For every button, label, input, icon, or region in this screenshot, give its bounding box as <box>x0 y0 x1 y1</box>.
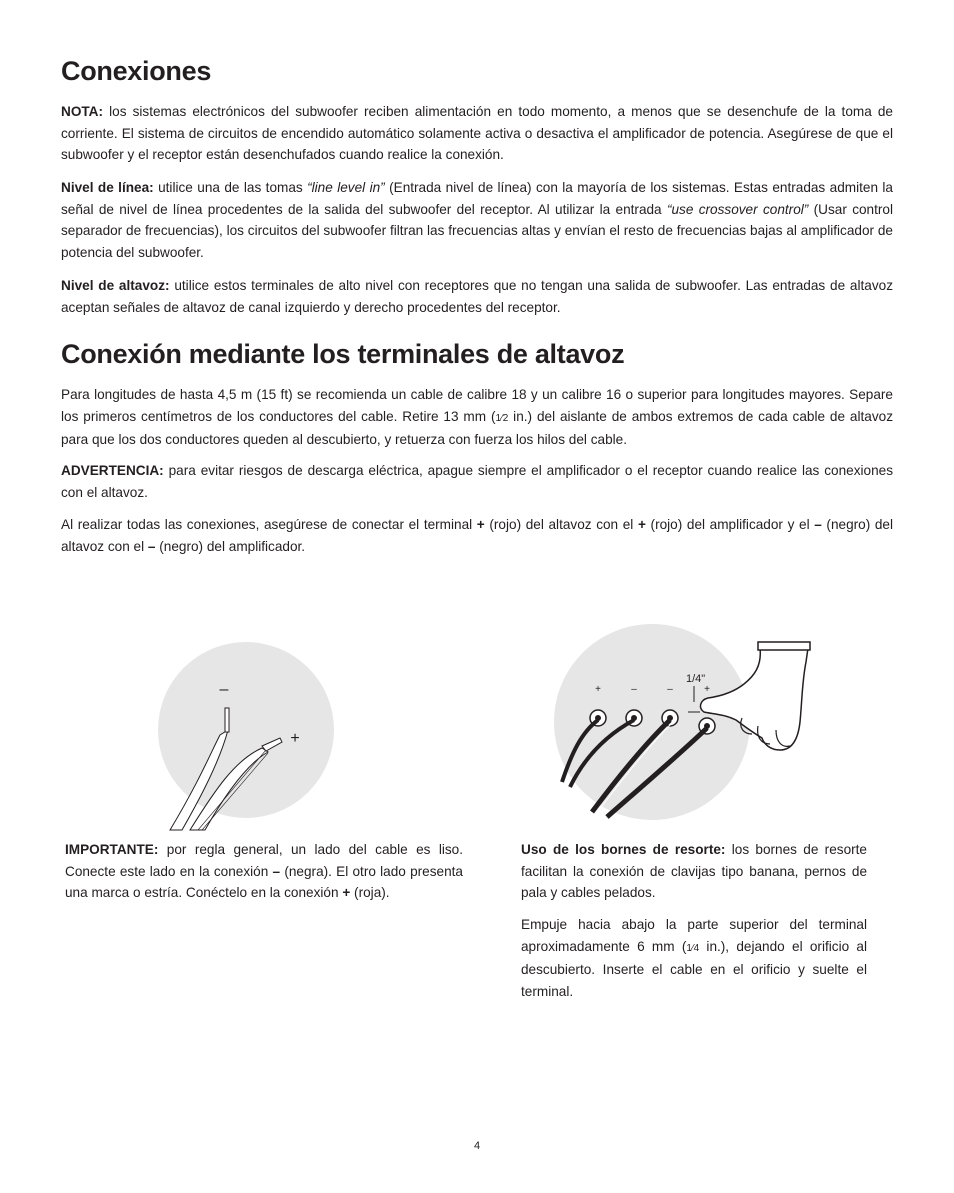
important-label: IMPORTANTE: <box>65 842 159 857</box>
push-paragraph <box>521 914 867 1002</box>
polarity-paragraph <box>61 514 893 557</box>
note-text: los sistemas electrónicos del subwoofer reciben alimentación en todo momento, a menos que se desenchufe de la toma de corriente. El sistema de circuitos de encendido automático solamente activa o desactiva el amplificador de potencia. Asegúrese de que el subwoofer y el receptor están desenchufados cuando realice la conexión. <box>61 104 893 163</box>
polarity-text-5: (negro) del amplificador. <box>155 538 306 554</box>
important-text-2: (negra). El otro lado presenta una marca o estría. Conéctelo en la conexión <box>65 863 463 901</box>
terminal-label: – <box>667 684 673 695</box>
conductor-minus <box>225 708 229 732</box>
warning-label: ADVERTENCIA: <box>61 463 164 478</box>
heading-terminales: Conexión mediante los terminales de altavoz <box>61 339 625 369</box>
speaker-level-paragraph <box>61 275 893 318</box>
important-text-3: (roja). <box>350 885 390 901</box>
terminal-label: – <box>631 684 637 695</box>
plus-symbol: + <box>342 885 351 901</box>
fraction-half: 1⁄2 <box>495 412 509 424</box>
intro-text-1: Para longitudes de hasta 4,5 m (15 ft) se recomienda un cable de calibre 18 y un calibre 16 o superior para longitudes mayores. Separe los primeros centímetros de los conductores del cable. Retire 13 mm ( <box>61 387 893 424</box>
wire-illustration <box>150 640 350 835</box>
minus-symbol: – <box>147 538 156 554</box>
wire-minus-label: – <box>219 681 229 698</box>
line-text-1: utilice una de las tomas <box>153 180 308 195</box>
important-paragraph <box>65 839 463 904</box>
plus-symbol: + <box>476 517 485 532</box>
line-italic-1: “line level in” <box>307 180 385 195</box>
fraction-quarter: 1⁄4 <box>686 942 700 954</box>
note-label: NOTA: <box>61 104 104 119</box>
line-text-3: (Usar control separador de frecuencias), los circuitos del subwoofer filtran las frecuencias altas y envían el resto de frecuencias bajas al amplificador de potencia del subwoofer. <box>61 201 893 260</box>
page-number: 4 <box>473 1140 481 1152</box>
spring-label: Uso de los bornes de resorte: <box>521 842 726 857</box>
polarity-text-3: (rojo) del amplificador y el <box>645 517 815 532</box>
wire-plus-label: + <box>290 730 300 747</box>
figure-background <box>158 642 334 818</box>
important-text-1: por regla general, un lado del cable es liso. Conecte este lado en la conexión <box>65 842 463 879</box>
plus-symbol: + <box>637 517 646 532</box>
spring-paragraph <box>521 839 867 904</box>
line-level-paragraph <box>61 177 893 263</box>
note-paragraph <box>61 101 893 166</box>
line-text-2: (Entrada nivel de línea) con la mayoría de los sistemas. Estas entradas admiten la señal de nivel de línea procedentes de la salida del subwoofer del receptor. Al utilizar la entrada <box>61 180 893 217</box>
figure-background <box>554 624 750 820</box>
polarity-text-1: Al realizar todas las conexiones, asegúrese de conectar el terminal <box>61 517 477 532</box>
line-italic-2: “use crossover control” <box>666 201 809 217</box>
polarity-text-4: (negro) del altavoz con el <box>61 517 894 554</box>
sleeve-cuff <box>758 642 810 650</box>
minus-symbol: – <box>814 517 822 532</box>
warning-paragraph <box>61 460 893 503</box>
terminal-label: + <box>704 684 710 695</box>
speaker-level-label: Nivel de altavoz: <box>61 278 170 293</box>
warning-text: para evitar riesgos de descarga eléctrica, apague siempre el amplificador o el receptor cuando realice las conexiones con el altavoz. <box>61 463 893 500</box>
measure-label: 1/4" <box>686 673 706 685</box>
spring-text: los bornes de resorte facilitan la conexión de clavijas tipo banana, pernos de pala y cables pelados. <box>521 842 867 901</box>
line-level-label: Nivel de línea: <box>61 180 154 195</box>
spring-terminal-illustration <box>552 622 812 824</box>
intro-text-2: in.) del aislante de ambos extremos de cada cable de altavoz para que los dos conductores queden al descubierto, y retuerza con fuerza los hilos del cable. <box>61 408 893 448</box>
push-text-1: Empuje hacia abajo la parte superior del terminal aproximadamente 6 mm ( <box>521 917 867 954</box>
push-text-2: in.), dejando el orificio al descubierto. Inserte el cable en el orificio y suelte el terminal. <box>521 938 867 999</box>
terminal-label: + <box>595 684 601 695</box>
speaker-level-text: utilice estos terminales de alto nivel con receptores que no tengan una salida de subwoofer. Las entradas de altavoz aceptan señales de altavoz de canal izquierdo y derecho procedentes del receptor. <box>61 278 893 315</box>
intro-paragraph <box>61 384 893 451</box>
polarity-text-2: (rojo) del altavoz con el <box>484 517 638 532</box>
minus-symbol: – <box>272 863 281 879</box>
heading-conexiones: Conexiones <box>61 56 212 86</box>
